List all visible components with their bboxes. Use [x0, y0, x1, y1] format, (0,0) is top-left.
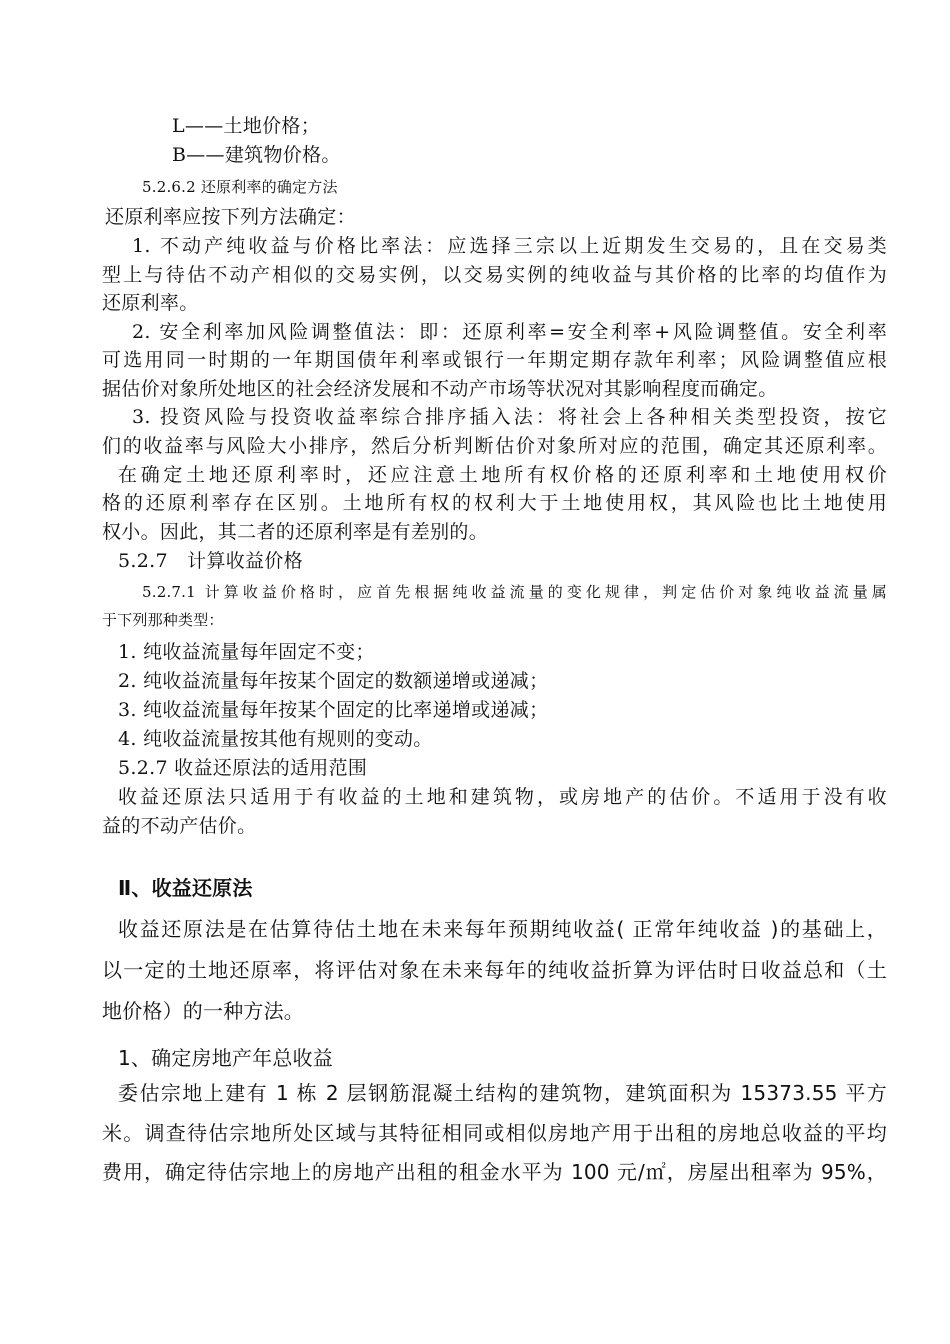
section-heading-527-scope: 5.2.7 收益还原法的适用范围 [118, 757, 368, 779]
method-1-line-2: 型上与待估不动产相似的交易实例，以交易实例的纯收益与其价格的比率的均值作为 [102, 264, 887, 286]
paragraph-2-line-2: 益的不动产估价。 [102, 815, 257, 837]
paragraph-4-line-1: 委估宗地上建有 1 栋 2 层钢筋混凝土结构的建筑物，建筑面积为 15373.55 平方 [118, 1081, 887, 1105]
paragraph-3-line-1: 收益还原法是在估算待估土地在未来每年预期纯收益( 正常年纯收益 )的基础上， [118, 917, 887, 941]
section-5271-line-2: 于下列那种类型： [102, 611, 224, 629]
paragraph-3-line-2: 以一定的土地还原率，将评估对象在未来每年的纯收益折算为评估时日收益总和（土 [102, 958, 887, 982]
paragraph-2-line-1: 收益还原法只适用于有收益的土地和建筑物，或房地产的估价。不适用于没有收 [118, 786, 887, 808]
heading-annual-income: 1、确定房地产年总收益 [118, 1046, 333, 1070]
paragraph-4-line-3: 费用，确定待估宗地上的房地产出租的租金水平为 100 元/㎡，房屋出租率为 95%， [102, 1160, 887, 1184]
paragraph-1-line-3: 权小。因此，其二者的还原利率是有差别的。 [102, 521, 489, 543]
method-1-line-3: 还原利率。 [102, 292, 199, 314]
section-heading-5262: 5.2.6.2 还原利率的确定方法 [142, 178, 338, 196]
definition-building-price: B——建筑物价格。 [172, 144, 341, 166]
paragraph-3-line-3: 地价格）的一种方法。 [102, 999, 304, 1023]
intro-text: 还原利率应按下列方法确定： [105, 206, 356, 228]
section-5271-line-1: 5.2.7.1 计算收益价格时，应首先根据纯收益流量的变化规律，判定估价对象纯收益流量属 [142, 583, 887, 601]
method-2-line-3: 据估价对象所处地区的社会经济发展和不动产市场等状况对其影响程度而确定。 [102, 378, 778, 400]
method-2-line-1: 2. 安全利率加风险调整值法：即：还原利率=安全利率+风险调整值。安全利率 [132, 321, 887, 343]
type-item-2: 2. 纯收益流量每年按某个固定的数额递增或递减； [118, 670, 549, 692]
paragraph-1-line-1: 在确定土地还原利率时，还应注意土地所有权价格的还原利率和土地使用权价 [118, 464, 887, 486]
definition-land-price: L——土地价格； [172, 115, 321, 137]
heading-income-capitalization: Ⅱ、收益还原法 [118, 876, 253, 900]
type-item-3: 3. 纯收益流量每年按某个固定的比率递增或递减； [118, 699, 549, 721]
type-item-4: 4. 纯收益流量按其他有规则的变动。 [118, 728, 433, 750]
method-3-line-1: 3. 投资风险与投资收益率综合排序插入法：将社会上各种相关类型投资，按它 [132, 406, 887, 428]
type-item-1: 1. 纯收益流量每年固定不变； [118, 641, 375, 663]
method-2-line-2: 可选用同一时期的一年期国债年利率或银行一年期定期存款年利率；风险调整值应根 [102, 349, 887, 371]
section-heading-527: 5.2.7 计算收益价格 [118, 550, 303, 572]
paragraph-4-line-2: 米。调查待估宗地所处区域与其特征相同或相似房地产用于出租的房地总收益的平均 [102, 1121, 887, 1145]
paragraph-1-line-2: 格的还原利率存在区别。土地所有权的权利大于土地使用权，其风险也比土地使用 [102, 492, 887, 514]
method-3-line-2: 们的收益率与风险大小排序，然后分析判断估价对象所对应的范围，确定其还原利率。 [102, 435, 887, 457]
method-1-line-1: 1. 不动产纯收益与价格比率法：应选择三宗以上近期发生交易的，且在交易类 [132, 235, 887, 257]
